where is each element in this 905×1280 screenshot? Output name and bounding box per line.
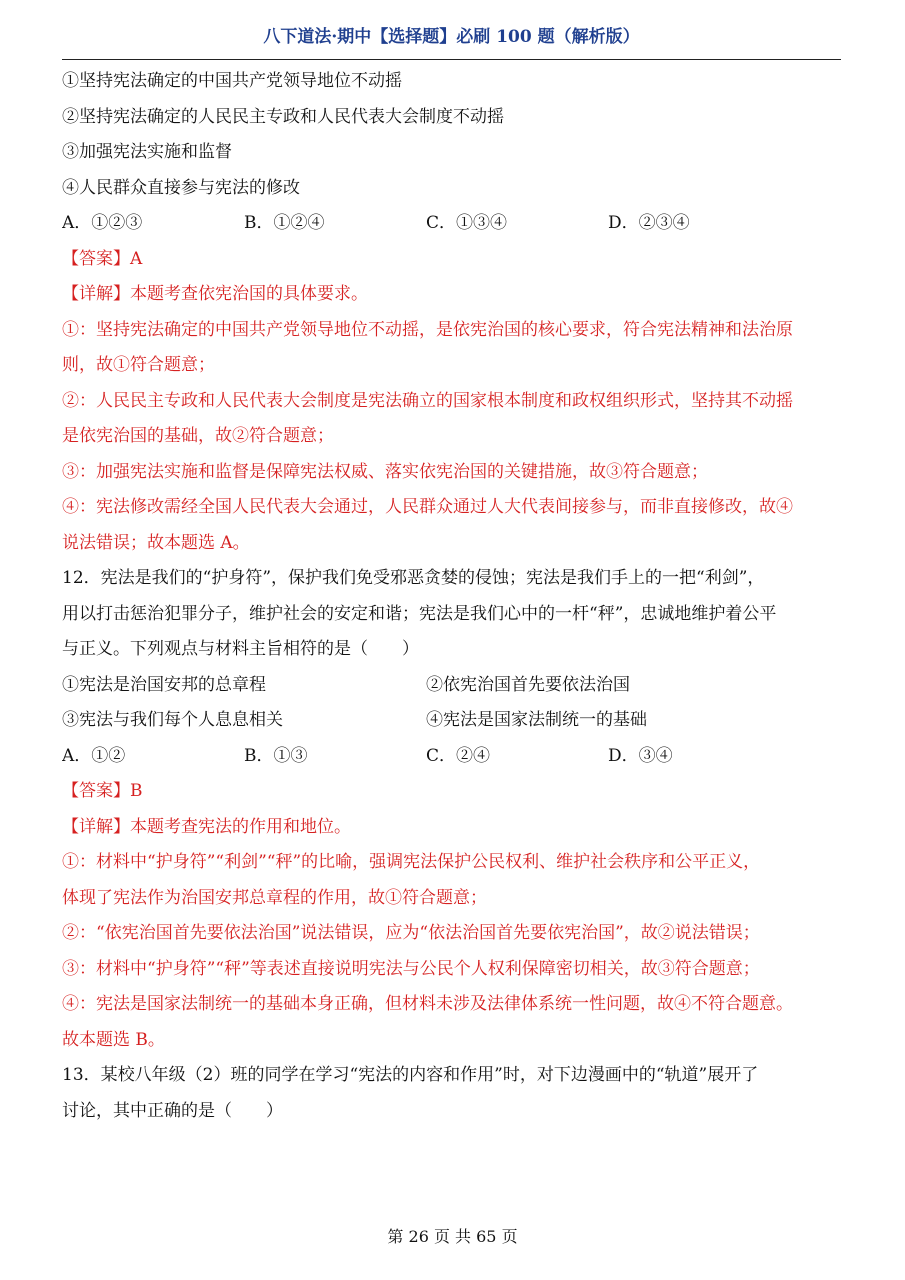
q11-analysis-line: 是依宪治国的基础，故②符合题意；	[62, 426, 334, 446]
q11-option-a: A．①②③	[62, 213, 143, 233]
q12-item: ②依宪治国首先要依法治国	[426, 674, 630, 695]
q12-stem-line: 与正义。下列观点与材料主旨相符的是（ ）	[62, 639, 419, 659]
q11-option-c: C．①③④	[426, 213, 508, 233]
q12-options	[62, 739, 841, 775]
q11-analysis-line: ①：坚持宪法确定的中国共产党领导地位不动摇，是依宪治国的核心要求，符合宪法精神和法治原	[62, 319, 793, 340]
q11-analysis-line: ④：宪法修改需经全国人民代表大会通过，人民群众通过人大代表间接参与，而非直接修改，故④	[62, 497, 793, 517]
q12-analysis-line: 体现了宪法作为治国安邦总章程的作用，故①符合题意；	[62, 887, 487, 908]
q12-option-c: C．②④	[426, 745, 491, 766]
page-header-title: 八下道法·期中【选择题】必刷 100 题（解析版）	[263, 27, 640, 47]
q11-options	[62, 206, 841, 242]
q12-item: ③宪法与我们每个人息息相关	[62, 710, 283, 730]
q12-analysis-line: ④：宪法是国家法制统一的基础本身正确，但材料未涉及法律体系统一性问题，故④不符合题意。	[62, 994, 793, 1014]
q11-detail: 【详解】本题考查依宪治国的具体要求。	[62, 284, 368, 304]
q12-items-row	[62, 703, 841, 739]
q11-item: ①坚持宪法确定的中国共产党领导地位不动摇	[62, 71, 402, 91]
q11-option-b: B．①②④	[244, 213, 325, 233]
q12-item: ①宪法是治国安邦的总章程	[62, 674, 266, 695]
q11-analysis-line: ②：人民民主专政和人民代表大会制度是宪法确立的国家根本制度和政权组织形式，坚持其不动摇	[62, 390, 793, 411]
q12-analysis-line: ②：“依宪治国首先要依法治国”说法错误，应为“依法治国首先要依宪治国”，故②说法错误；	[62, 923, 760, 943]
q11-answer: 【答案】A	[62, 248, 143, 269]
q12-option-a: A．①②	[62, 745, 126, 766]
q12-stem-line: 用以打击惩治犯罪分子，维护社会的安定和谐；宪法是我们心中的一杆“秤”，忠诚地维护着公平	[62, 603, 777, 624]
header-divider	[62, 59, 841, 60]
q12-analysis-line: 故本题选 B。	[62, 1029, 165, 1050]
question-content	[62, 64, 841, 1129]
q12-option-d: D．③④	[608, 745, 673, 766]
q12-detail: 【详解】本题考查宪法的作用和地位。	[62, 816, 351, 837]
q11-item: ④人民群众直接参与宪法的修改	[62, 177, 300, 198]
q11-analysis-line: ③：加强宪法实施和监督是保障宪法权威、落实依宪治国的关键措施，故③符合题意；	[62, 461, 708, 482]
q13-stem-line: 13．某校八年级（2）班的同学在学习“宪法的内容和作用”时，对下边漫画中的“轨道”展开了	[62, 1065, 759, 1085]
q12-answer: 【答案】B	[62, 781, 143, 801]
q12-items-row	[62, 668, 841, 704]
q11-item: ③加强宪法实施和监督	[62, 142, 232, 162]
q12-analysis-line: ③：材料中“护身符”“秤”等表述直接说明宪法与公民个人权利保障密切相关，故③符合题意；	[62, 958, 760, 979]
q12-option-b: B．①③	[244, 745, 308, 766]
q11-analysis-line: 说法错误；故本题选 A。	[62, 532, 250, 553]
q12-analysis-line: ①：材料中“护身符”“利剑”“秤”的比喻，强调宪法保护公民权利、维护社会秩序和公平正义，	[62, 852, 761, 872]
q11-analysis-line: 则，故①符合题意；	[62, 355, 215, 375]
q12-item: ④宪法是国家法制统一的基础	[426, 710, 647, 730]
q11-option-d: D．②③④	[608, 213, 690, 233]
q11-item: ②坚持宪法确定的人民民主专政和人民代表大会制度不动摇	[62, 106, 504, 127]
page-number-footer: 第 26 页 共 65 页	[387, 1227, 518, 1246]
q12-stem-line: 12．宪法是我们的“护身符”，保护我们免受邪恶贪婪的侵蚀；宪法是我们手上的一把“利剑”，	[62, 568, 765, 588]
q13-stem-line: 讨论，其中正确的是（ ）	[62, 1100, 283, 1121]
